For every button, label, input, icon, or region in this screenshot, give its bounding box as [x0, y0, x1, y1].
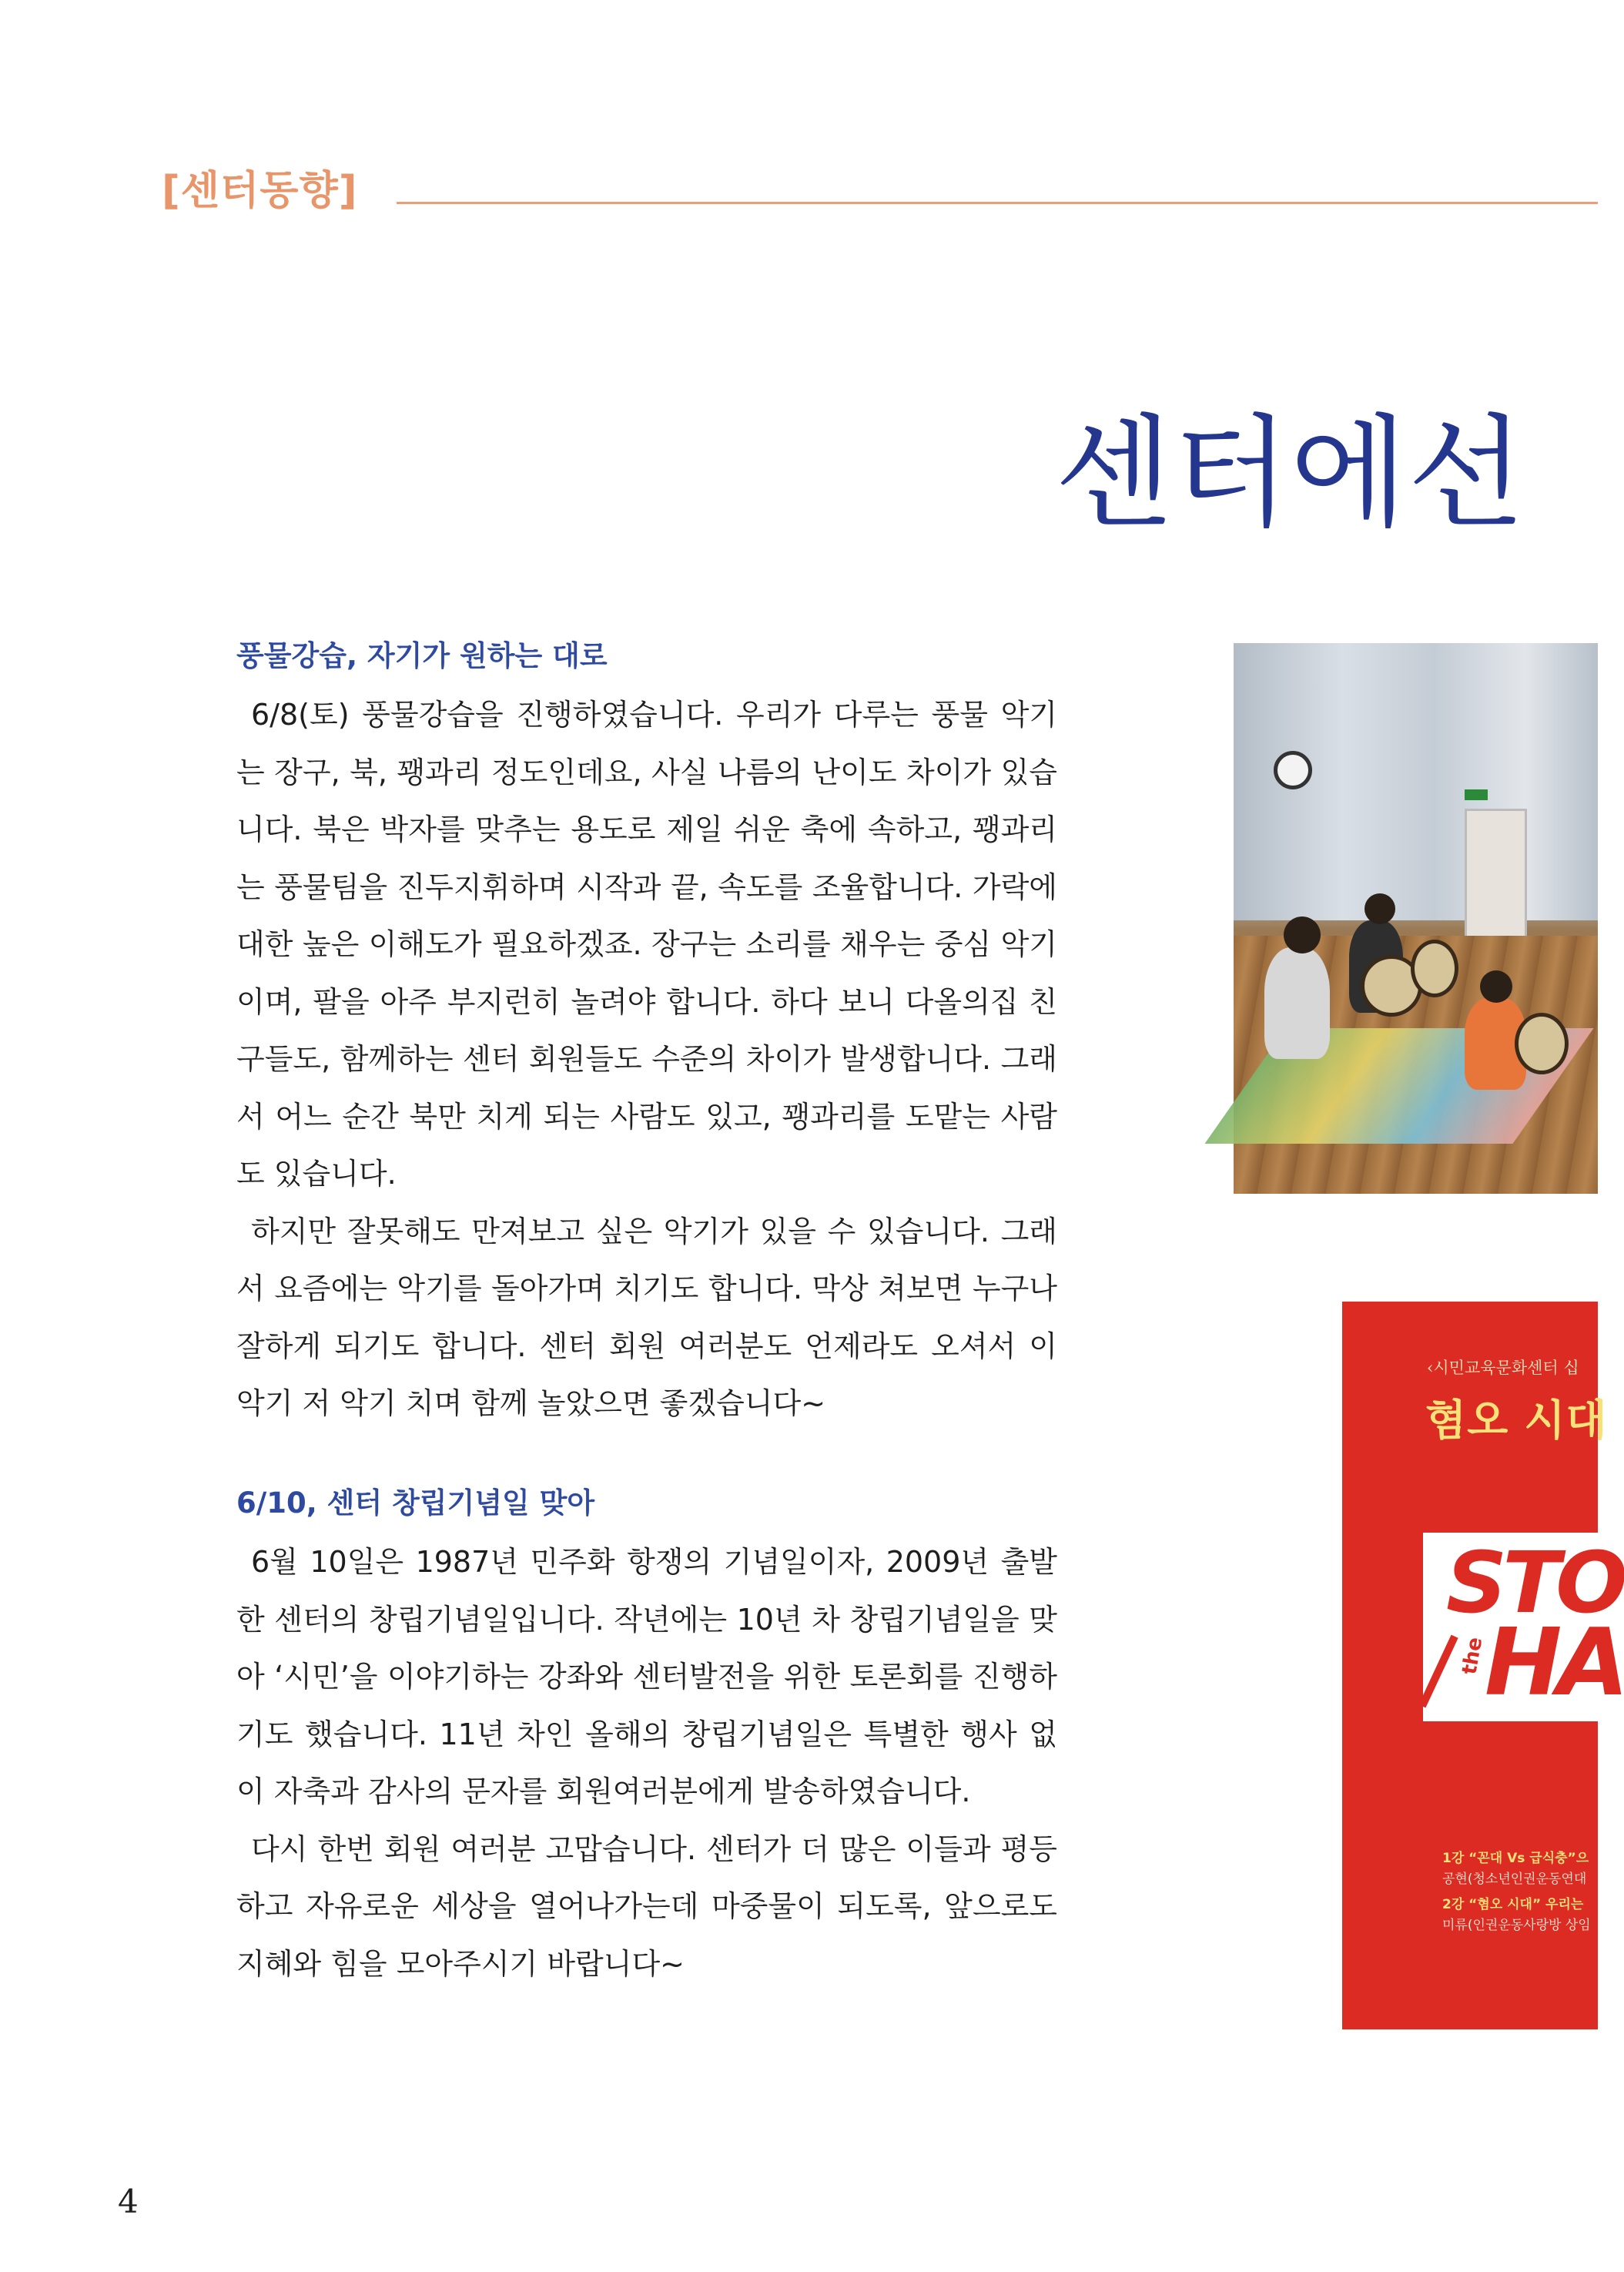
photo-person	[1264, 947, 1330, 1059]
article-heading: 6/10, 센터 창립기념일 맞아	[236, 1486, 595, 1520]
poster-subtitle: ‹시민교육문화센터 십	[1427, 1359, 1579, 1377]
poster-lecture1-speaker: 공현(청소년인권운동연대	[1442, 1872, 1587, 1887]
poster-lecture2-title: 2강 “혐오 시대” 우리는	[1442, 1897, 1584, 1912]
poster-logo	[1423, 1533, 1624, 1721]
poster-logo-slash	[1418, 1635, 1458, 1708]
photo-person-head	[1364, 893, 1395, 924]
article-paragraph: 6/8(토) 풍물강습을 진행하였습니다. 우리가 다루는 풍물 악기는 장구, 북, 꽹과리 정도인데요, 사실 나름의 난이도 차이가 있습니다. 북은 박자를 맞추는 용도로 제일 쉬운 축에 속하고, 꽹과리는 풍물팀을 진두지휘하며 시작과 끝, 속도를 조율합니다. 가락에 대한 높은 이해도가 필요하겠죠. 장구는 소리를 채우는 중심 악기이며, 팔을 아주 부지런히 놀려야 합니다. 하다 보니 다올의집 친구들도, 함께하는 센터 회원들도 수준의 차이가 발생합니다. 그래서 어느 순간 북만 치게 되는 사람도 있고, 꽹과리를 도맡는 사람도 있습니다.	[236, 698, 1057, 1191]
article-paragraph: 다시 한번 회원 여러분 고맙습니다. 센터가 더 많은 이들과 평등하고 자유로운 세상을 열어나가는데 마중물이 되도록, 앞으로도 지혜와 힘을 모아주시기 바랍니다~	[236, 1831, 1057, 1981]
exit-sign	[1465, 789, 1488, 800]
poster-logo-the: the	[1458, 1635, 1488, 1677]
poster-logo-line2: HA	[1485, 1610, 1624, 1717]
lecture-poster	[1342, 1302, 1624, 2029]
page-title: 센터에선	[1055, 402, 1525, 545]
photo-door	[1465, 809, 1527, 948]
photo-person-head	[1480, 970, 1512, 1003]
poster-lecture2-speaker: 미류(인권운동사랑방 상임	[1442, 1918, 1591, 1933]
poster-logo-line1: STO	[1446, 1533, 1623, 1632]
article-paragraph: 하지만 잘못해도 만져보고 싶은 악기가 있을 수 있습니다. 그래서 요즘에는 악기를 돌아가며 치기도 합니다. 막상 쳐보면 누구나 잘하게 되기도 합니다. 센터 회원 여러분도 언제라도 오셔서 이 악기 저 악기 치며 함께 놀았으면 좋겠습니다~	[236, 1214, 1057, 1420]
photo-person-head	[1284, 917, 1321, 953]
drum-icon	[1515, 1013, 1569, 1074]
section-divider	[397, 202, 1598, 204]
pungmul-class-photo	[1234, 643, 1598, 1194]
poster-title: 혐오 시대	[1425, 1396, 1608, 1445]
article-heading: 풍물강습, 자기가 원하는 대로	[236, 639, 608, 672]
article-pungmul	[236, 628, 1057, 1433]
article-anniversary	[236, 1475, 1057, 1992]
section-tag: [센터동향]	[162, 168, 358, 214]
article-body	[236, 1533, 1057, 1992]
drum-icon	[1411, 940, 1458, 997]
page-number: 4	[118, 2183, 139, 2220]
article-body	[236, 686, 1057, 1433]
poster-lecture1-title: 1강 “꼰대 Vs 급식충”으	[1442, 1851, 1589, 1866]
clock-icon	[1274, 751, 1312, 789]
article-paragraph: 6월 10일은 1987년 민주화 항쟁의 기념일이자, 2009년 출발한 센터의 창립기념일입니다. 작년에는 10년 차 창립기념일을 맞아 ‘시민’을 이야기하는 강좌와 센터발전을 위한 토론회를 진행하기도 했습니다. 11년 차인 올해의 창립기념일은 특별한 행사 없이 자축과 감사의 문자를 회원여러분에게 발송하였습니다.	[236, 1545, 1057, 1808]
